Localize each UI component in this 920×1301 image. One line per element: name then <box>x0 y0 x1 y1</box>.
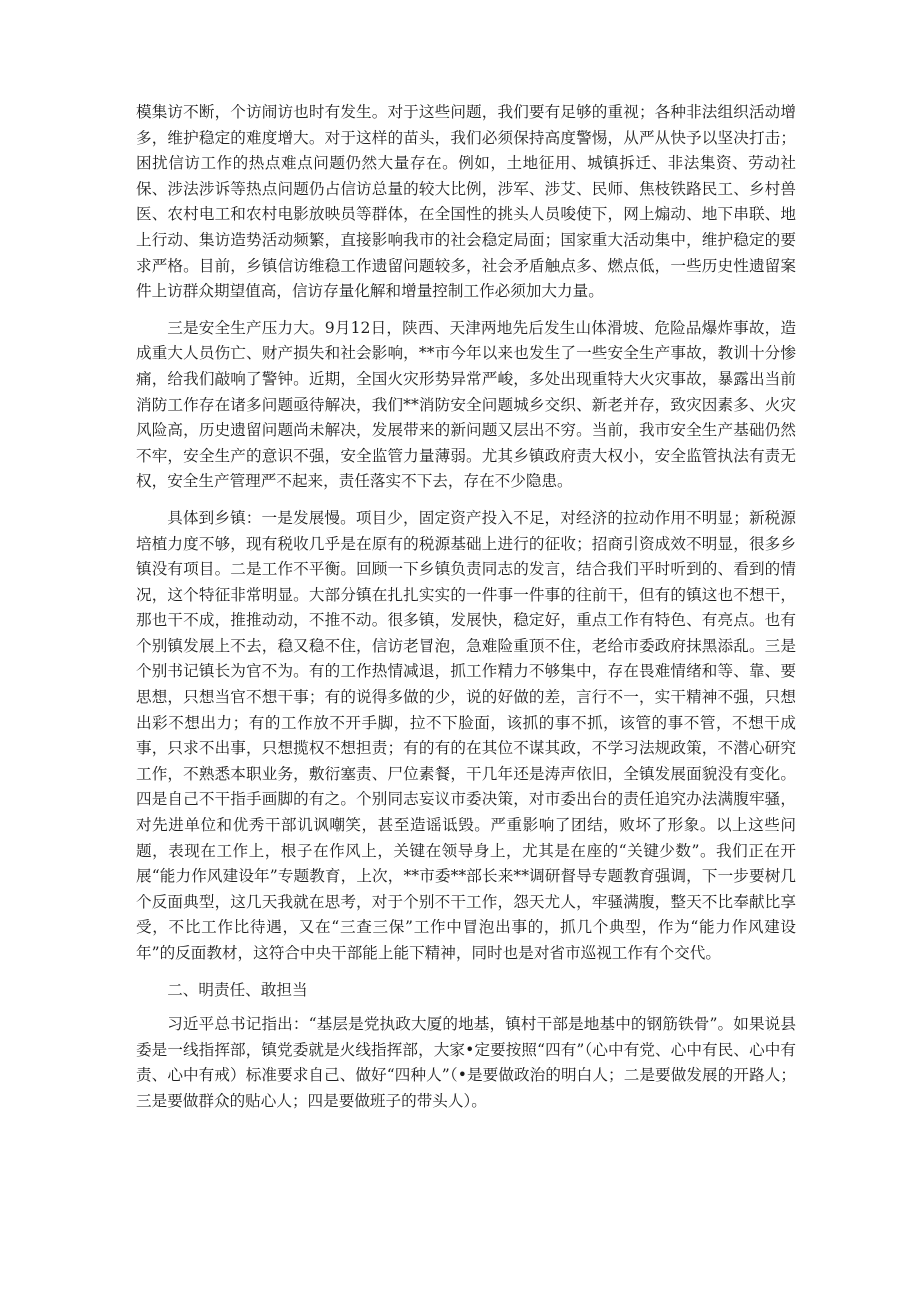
section-heading: 二、明责任、敢担当 <box>167 980 308 999</box>
paragraph-responsibility: 习近平总书记指出：“基层是党执政大厦的地基，镇村干部是地基中的钢筋铁骨”。如果说县委是一线指挥部，镇党委就是火线指挥部，大家•定要按照“四有”（心中有党、心中有民、心中有责、心中有戒）标准要求自己、做好“四种人”（•是要做政治的明白人；二是要做发展的开路人；三是要做群众的贴心人；四是要做班子的带头人）。 <box>136 1015 796 1110</box>
document-page <box>136 100 796 1126</box>
paragraph-safety-production: 三是安全生产压力大。9月12日，陕西、天津两地先后发生山体滑坡、危险品爆炸事故，造成重大人员伤亡、财产损失和社会影响，**市今年以来也发生了一些安全生产事故，教训十分惨痛，给我们敲响了警钟。近期，全国火灾形势异常严峻，多处出现重特大火灾事故，暴露出当前消防工作存在诸多问题亟待解决，我们**消防安全问题城乡交织、新老并存，致灾因素多、火灾风险高，历史遗留问题尚未解决，发展带来的新问题又层出不穷。当前，我市安全生产基础仍然不牢，安全生产的意识不强，安全监管力量薄弱。尤其乡镇政府责大权小，安全监管执法有责无权，安全生产管理严不起来，责任落实不下去，存在不少隐患。 <box>136 318 796 491</box>
paragraph-petition-stability: 模集访不断，个访闹访也时有发生。对于这些问题，我们要有足够的重视；各种非法组织活动增多，维护稳定的难度增大。对于这样的苗头，我们必须保持高度警惕，从严从快予以坚决打击；困扰信访工作的热点难点问题仍然大量存在。例如，土地征用、城镇拆迁、非法集资、劳动社保、涉法涉诉等热点问题仍占信访总量的较大比例，涉军、涉艾、民师、焦枝铁路民工、乡村兽医、农村电工和农村电影放映员等群体，在全国性的挑头人员唆使下，网上煽动、地下串联、地上行动、集访造势活动频繁，直接影响我市的社会稳定局面；国家重大活动集中，维护稳定的要求严格。目前，乡镇信访维稳工作遗留问题较多，社会矛盾触点多、燃点低，一些历史性遗留案件上访群众期望值高，信访存量化解和增量控制工作必须加大力量。 <box>136 103 796 301</box>
paragraph-township-issues: 具体到乡镇：一是发展慢。项目少，固定资产投入不足，对经济的拉动作用不明显；新税源培植力度不够，现有税收几乎是在原有的税源基础上进行的征收；招商引资成效不明显，很多乡镇没有项目。二是工作不平衡。回顾一下乡镇负责同志的发言，结合我们平时听到的、看到的情况，这个特征非常明显。大部分镇在扎扎实实的一件事一件事的往前干，但有的镇这也不想干，那也干不成，推推动动，不推不动。很多镇，发展快，稳定好，重点工作有特色、有亮点。也有个别镇发展上不去，稳又稳不住，信访老冒泡，急难险重顶不住，老给市委政府抹黑添乱。三是个别书记镇长为官不为。有的工作热情减退，抓工作精力不够集中，存在畏难情绪和等、靠、要思想，只想当官不想干事；有的说得多做的少，说的好做的差，言行不一，实干精神不强，只想出彩不想出力；有的工作放不开手脚，拉不下脸面，该抓的事不抓，该管的事不管，不想干成事，只求不出事，只想揽权不想担责；有的有的在其位不谋其政，不学习法规政策，不潜心研究工作，不熟悉本职业务，敷衍塞责、尸位素餐，干几年还是涛声依旧，全镇发展面貌没有变化。四是自己不干指手画脚的有之。个别同志妄议市委决策，对市委出台的责任追究办法满腹牢骚，对先进单位和优秀干部讥讽嘲笑，甚至造谣诋毁。严重影响了团结，败坏了形象。以上这些问题，表现在工作上，根子在作风上，关键在领导身上，尤其是在座的“关键少数”。我们正在开展“能力作风建设年”专题教育，上次，**市委**部长来**调研督导专题教育强调，下一步要树几个反面典型，这几天我就在思考，对于个别不干工作，怨天尤人，牢骚满腹，整天不比奉献比享受，不比工作比待遇，又在“三查三保”工作中冒泡出事的，抓几个典型，作为“能力作风建设年”的反面教材，这符合中央干部能上能下精神，同时也是对省市巡视工作有个交代。 <box>136 508 796 962</box>
